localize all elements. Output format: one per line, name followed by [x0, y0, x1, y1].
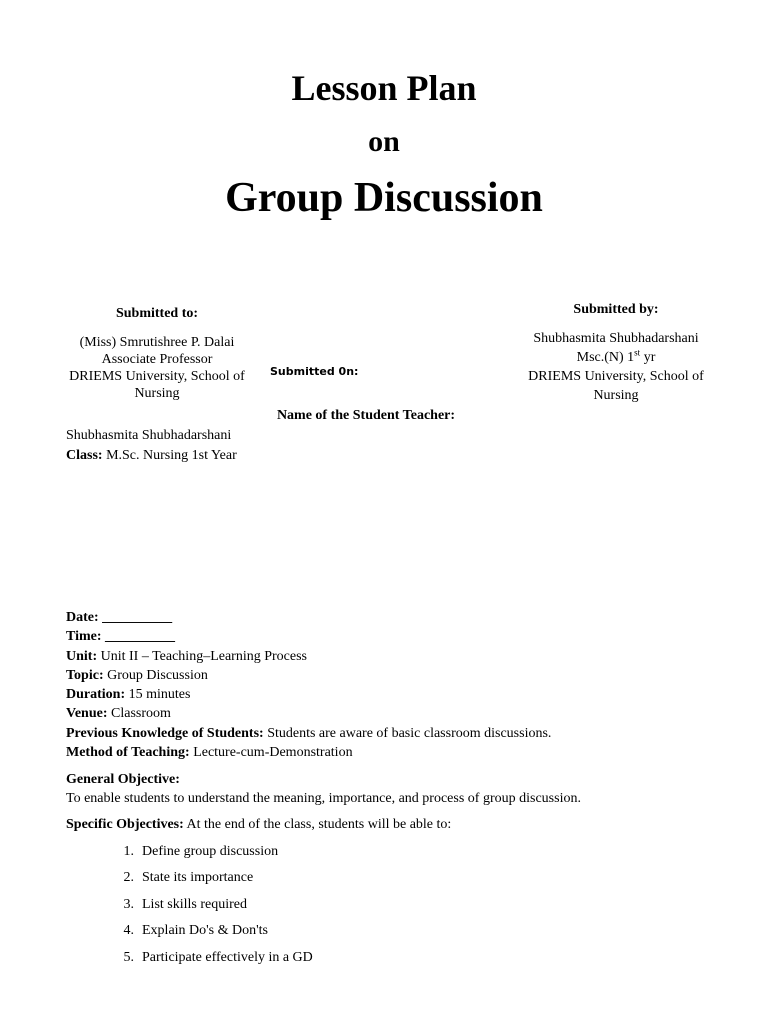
- list-item: [116, 869, 616, 895]
- list-item: [116, 843, 616, 869]
- submitted-to-heading: Submitted to:: [115, 306, 199, 321]
- list-number: 3.: [123, 896, 134, 912]
- detail-value: Unit II – Teaching–Learning Process: [97, 648, 307, 664]
- detail-row-unit: [66, 647, 746, 666]
- submitted-to-designation: Associate Professor: [101, 352, 213, 367]
- student-teacher-heading: Name of the Student Teacher:: [276, 408, 456, 423]
- detail-label: Time:: [66, 629, 102, 645]
- detail-row-time: [66, 627, 746, 646]
- detail-label: Venue:: [66, 706, 108, 722]
- list-number: 2.: [123, 870, 134, 886]
- title-connector: on: [368, 125, 400, 158]
- class-line: [66, 446, 237, 466]
- detail-label: Method of Teaching:: [66, 745, 190, 761]
- student-teacher-name: Shubhasmita Shubhadarshani: [66, 428, 232, 443]
- list-number: 5.: [123, 949, 134, 965]
- class-label: Class:: [66, 448, 103, 463]
- submitted-to-institution-line1: DRIEMS University, School of: [69, 369, 245, 384]
- document-title: Lesson Plan: [291, 68, 477, 108]
- detail-row-venue: [66, 704, 746, 723]
- detail-value: Students are aware of basic classroom discussions.: [263, 725, 552, 741]
- list-text: Explain Do's & Don'ts: [142, 923, 268, 939]
- detail-label: Date:: [66, 610, 99, 625]
- submitted-by-heading: Submitted by:: [573, 302, 659, 317]
- course-suffix: yr: [640, 350, 656, 365]
- detail-label: Unit:: [66, 648, 98, 664]
- submitted-to-institution-line2: Nursing: [134, 386, 180, 401]
- document-topic-title: Group Discussion: [225, 175, 543, 221]
- detail-value: __________: [98, 610, 173, 625]
- specific-objectives-label: Specific Objectives:: [66, 817, 184, 832]
- detail-value: __________: [101, 629, 176, 645]
- specific-objectives-intro: [66, 815, 746, 834]
- detail-row-topic: [66, 666, 746, 685]
- student-teacher-block: [66, 426, 237, 466]
- detail-value: Lecture-cum-Demonstration: [189, 745, 353, 761]
- list-number: 4.: [123, 923, 134, 939]
- submitted-to-block: [62, 305, 252, 402]
- detail-row-date: [66, 608, 746, 627]
- general-objective-text: To enable students to understand the meaning, importance, and process of group discussion.: [66, 791, 581, 806]
- detail-value: Group Discussion: [103, 667, 208, 683]
- detail-value: Classroom: [107, 706, 171, 722]
- list-number: 1.: [123, 844, 134, 859]
- submitted-by-institution-line2: Nursing: [593, 388, 639, 403]
- detail-row-duration: [66, 685, 746, 704]
- course-prefix: Msc.(N) 1: [576, 350, 635, 365]
- general-objective-heading: General Objective:: [66, 772, 180, 787]
- course-superscript: st: [634, 347, 641, 358]
- list-text: Define group discussion: [142, 844, 279, 859]
- submitted-by-course: [516, 348, 716, 367]
- detail-row-method: [66, 743, 746, 762]
- class-value: M.Sc. Nursing 1st Year: [102, 448, 237, 463]
- list-item: [116, 896, 616, 922]
- list-item: [116, 922, 616, 948]
- list-text: Participate effectively in a GD: [142, 949, 313, 965]
- submitted-by-name: Shubhasmita Shubhadarshani: [533, 331, 699, 346]
- list-text: List skills required: [142, 896, 247, 912]
- submitted-on-label: Submitted 0n:: [270, 365, 359, 378]
- detail-value: 15 minutes: [125, 687, 191, 703]
- detail-label: Previous Knowledge of Students:: [66, 725, 264, 741]
- general-objective-block: [66, 770, 746, 808]
- detail-row-previous-knowledge: [66, 724, 746, 743]
- detail-label: Duration:: [66, 687, 126, 703]
- submitted-by-institution-line1: DRIEMS University, School of: [528, 369, 704, 384]
- list-text: State its importance: [142, 870, 254, 886]
- specific-objectives-intro-text: At the end of the class, students will be able to:: [183, 817, 452, 832]
- specific-objectives-list: [116, 843, 616, 975]
- detail-label: Topic:: [66, 667, 104, 683]
- lesson-details: [66, 608, 746, 762]
- submitted-by-block: [516, 300, 716, 405]
- submitted-to-name: (Miss) Smrutishree P. Dalai: [79, 335, 235, 350]
- list-item: [116, 949, 616, 975]
